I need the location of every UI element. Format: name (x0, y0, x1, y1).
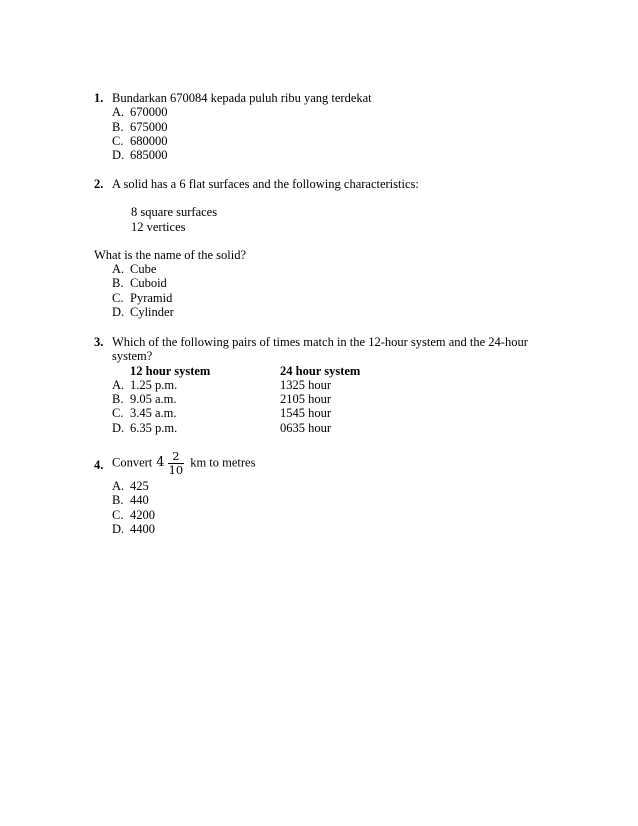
option-text: Cylinder (130, 305, 174, 320)
option-letter: C. (112, 406, 124, 421)
question-text (112, 450, 554, 477)
option-letter: B. (112, 392, 124, 407)
option-letter: C. (112, 133, 124, 148)
answer-options (112, 262, 554, 319)
option-letter: D. (112, 420, 125, 435)
characteristic-item: 8 square surfaces (131, 205, 218, 220)
column-header-24-hour: 24 hour system (280, 363, 361, 378)
option-a[interactable] (112, 378, 544, 392)
option-letter: A. (112, 377, 125, 392)
question-4 (94, 450, 554, 536)
option-d[interactable] (112, 148, 554, 162)
option-b[interactable] (112, 276, 554, 290)
fraction-whole: 4 (156, 455, 165, 471)
fraction (168, 450, 185, 477)
option-c[interactable] (112, 406, 544, 420)
question-number: 4. (94, 458, 104, 472)
option-letter: B. (112, 119, 124, 134)
question-text: A solid has a 6 flat surfaces and the following characteristics: (112, 177, 419, 191)
option-text: Cuboid (130, 276, 167, 291)
option-d[interactable] (112, 421, 544, 435)
option-letter: A. (112, 105, 125, 120)
characteristics-list (131, 205, 554, 234)
option-d[interactable] (112, 305, 554, 319)
option-letter: B. (112, 276, 124, 291)
option-c[interactable] (112, 291, 554, 305)
time-12-hour: 6.35 p.m. (130, 420, 178, 435)
option-a[interactable] (112, 479, 554, 493)
option-letter: A. (112, 479, 125, 493)
convert-label: Convert (112, 455, 153, 470)
question-3 (94, 335, 544, 435)
question-prompt: What is the name of the solid? (94, 247, 247, 262)
time-24-hour: 1545 hour (280, 406, 332, 421)
question-text: Bundarkan 670084 kepada puluh ribu yang terdekat (112, 91, 372, 105)
option-c[interactable] (112, 508, 554, 522)
option-b[interactable] (112, 392, 544, 406)
option-letter: A. (112, 262, 125, 277)
characteristic-item: 12 vertices (131, 219, 186, 234)
option-text: 4200 (130, 507, 155, 522)
option-a[interactable] (112, 262, 554, 276)
column-header-12-hour: 12 hour system (130, 363, 211, 378)
fraction-numerator: 2 (172, 449, 180, 463)
question-number: 2. (94, 177, 104, 191)
answer-options (112, 105, 554, 162)
question-text: Which of the following pairs of times match in the 12-hour system and the 24-hour system? (112, 335, 528, 364)
option-text: Cube (130, 262, 157, 277)
option-text: 425 (130, 479, 149, 493)
question-1 (94, 91, 554, 162)
option-b[interactable] (112, 120, 554, 134)
option-letter: C. (112, 290, 124, 305)
option-letter: D. (112, 148, 125, 163)
option-c[interactable] (112, 134, 554, 148)
option-text: Pyramid (130, 290, 173, 305)
option-text: 675000 (130, 119, 168, 134)
option-letter: D. (112, 521, 125, 536)
question-2 (94, 177, 554, 319)
time-12-hour: 3.45 a.m. (130, 406, 177, 421)
time-table (112, 364, 544, 435)
question-number: 1. (94, 91, 104, 105)
time-24-hour: 2105 hour (280, 392, 332, 407)
unit-label: km to metres (190, 455, 256, 470)
option-letter: C. (112, 507, 124, 522)
table-header (112, 364, 544, 378)
time-12-hour: 1.25 p.m. (130, 377, 178, 392)
option-d[interactable] (112, 522, 554, 536)
option-text: 680000 (130, 133, 168, 148)
option-text: 4400 (130, 521, 155, 536)
option-text: 685000 (130, 148, 168, 163)
fraction-denominator: 10 (168, 463, 184, 477)
option-text: 670000 (130, 105, 168, 120)
time-12-hour: 9.05 a.m. (130, 392, 177, 407)
time-24-hour: 0635 hour (280, 420, 332, 435)
option-b[interactable] (112, 493, 554, 507)
question-number: 3. (94, 335, 104, 349)
answer-options (112, 479, 554, 536)
option-a[interactable] (112, 105, 554, 119)
option-text: 440 (130, 493, 149, 508)
time-24-hour: 1325 hour (280, 377, 332, 392)
option-letter: D. (112, 305, 125, 320)
mixed-fraction (156, 450, 184, 477)
option-letter: B. (112, 493, 124, 508)
